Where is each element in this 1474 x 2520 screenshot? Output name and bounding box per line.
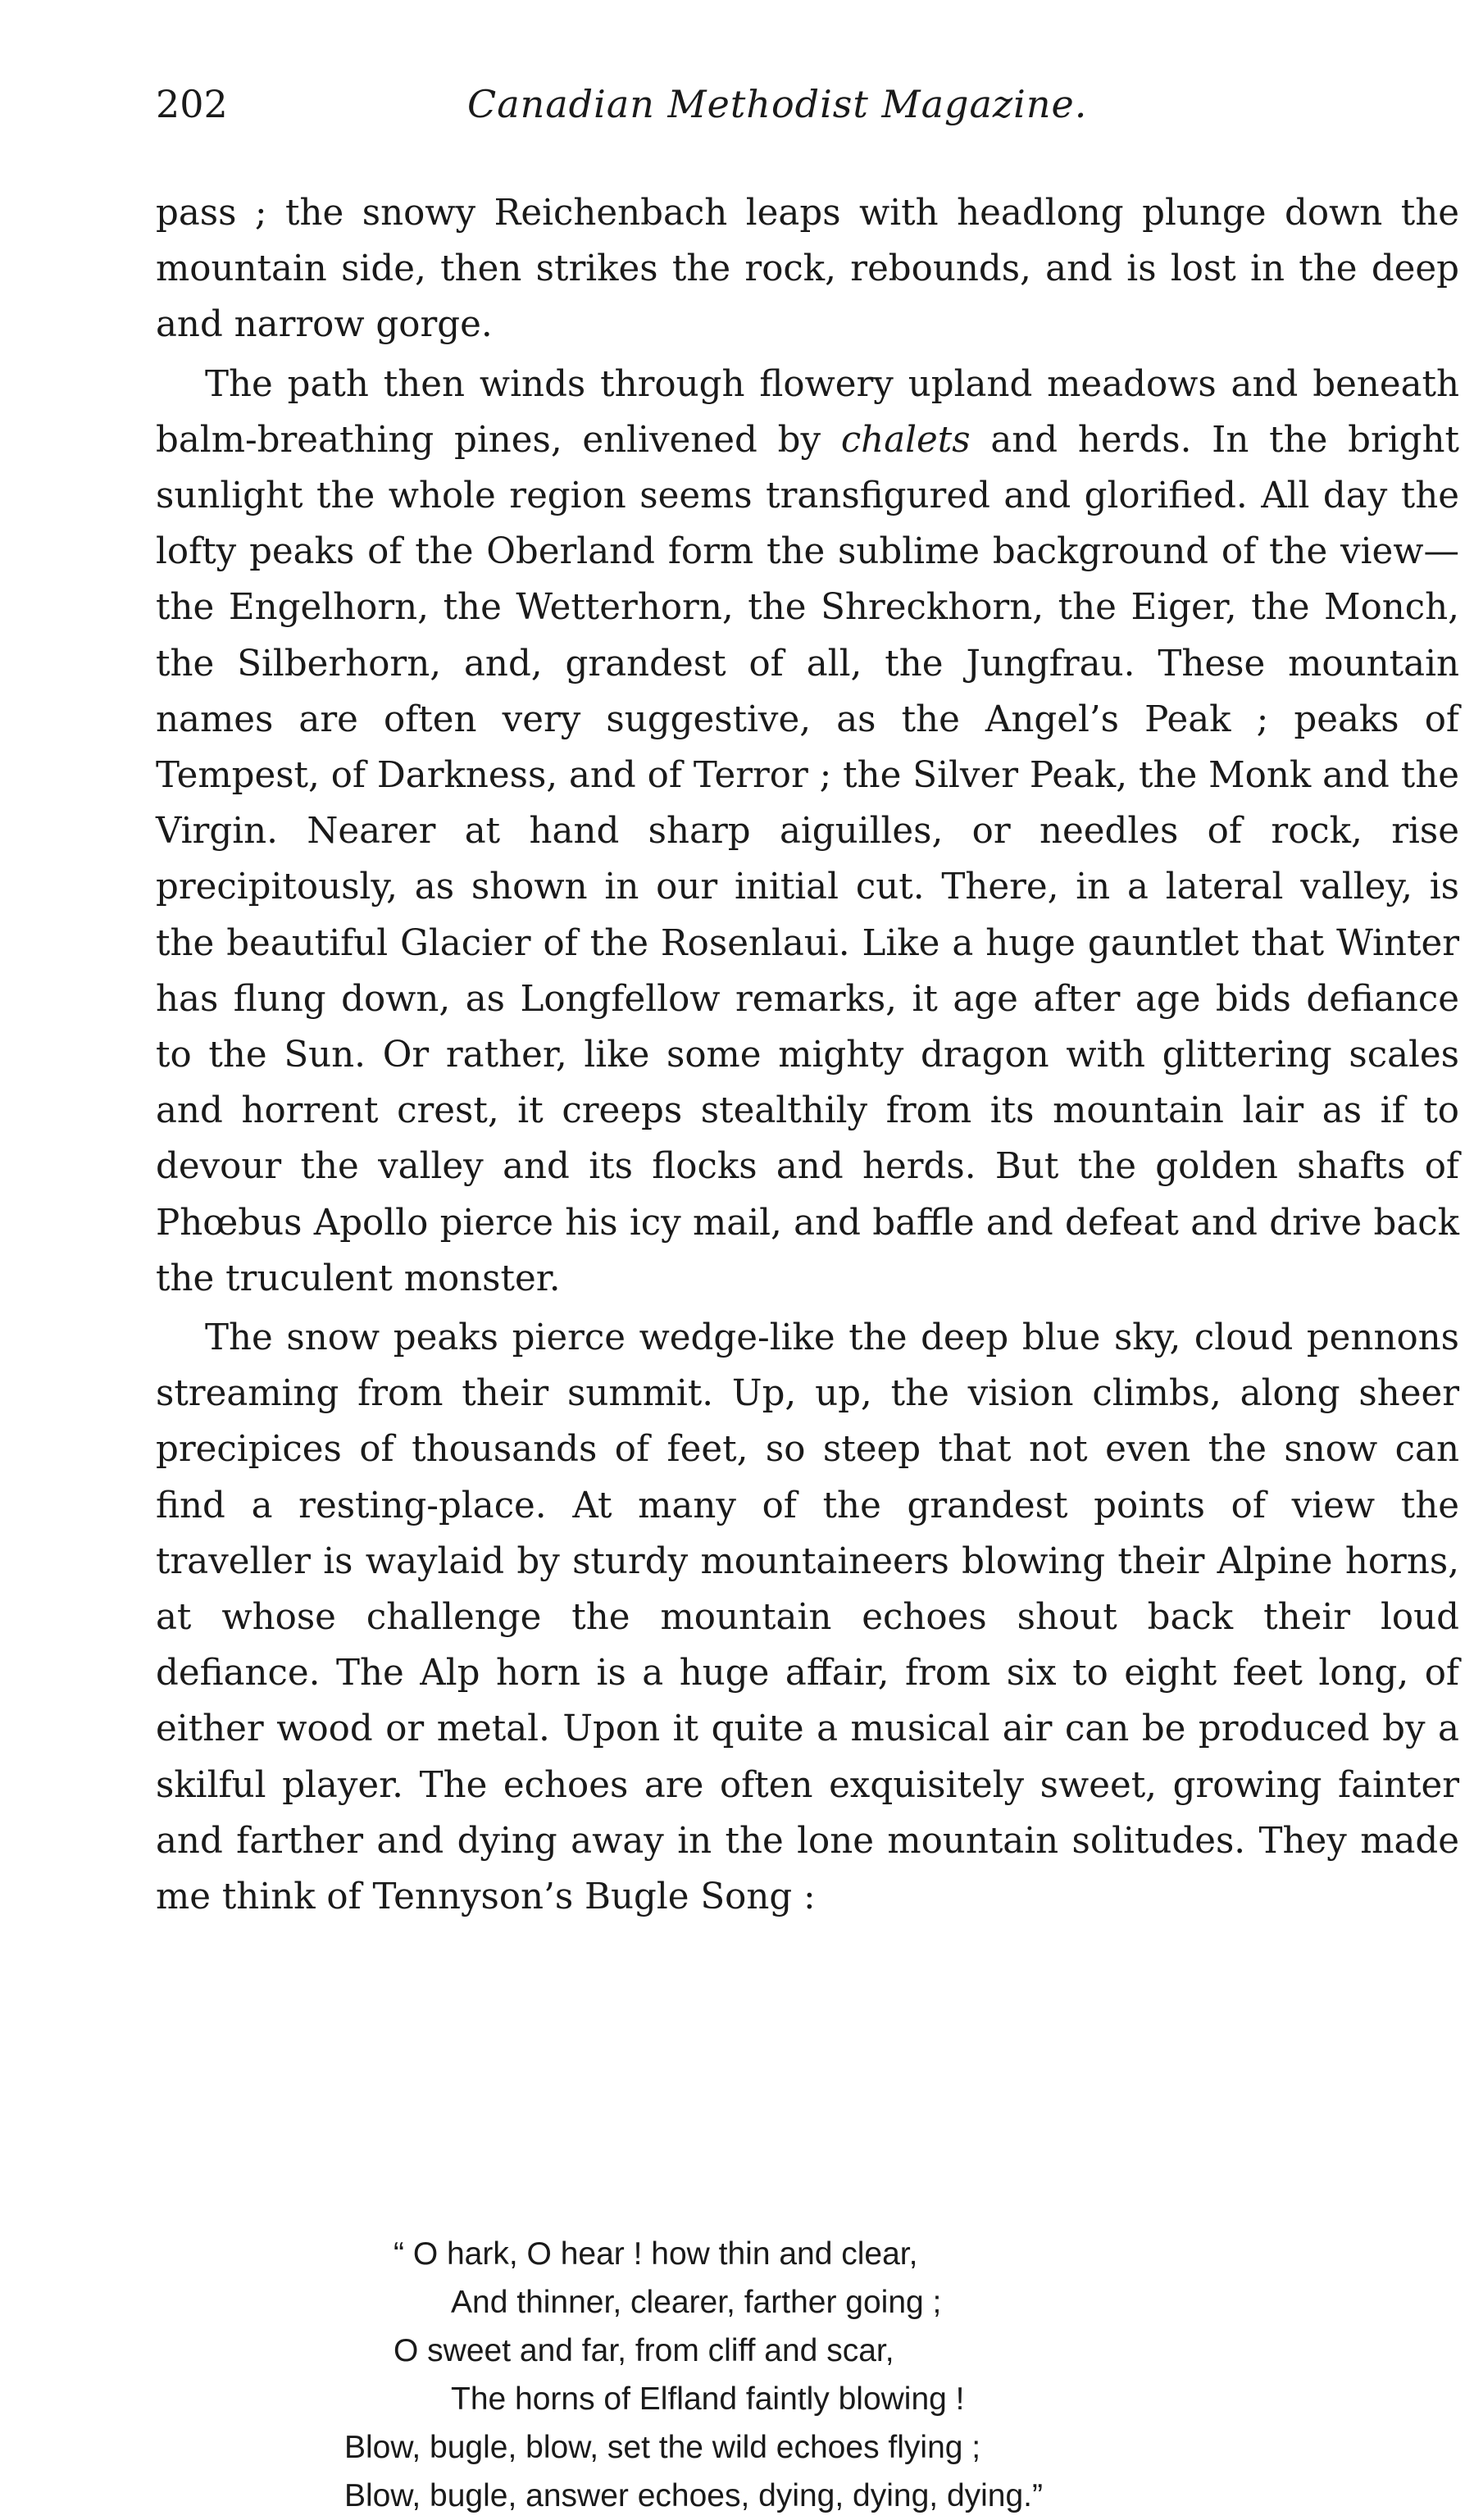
document-page bbox=[156, 82, 1459, 2513]
page-number: 202 bbox=[156, 82, 228, 126]
poem-line-6: Blow, bugle, answer echoes, dying, dying, dying.” bbox=[344, 2478, 1044, 2513]
paragraph-3-text: The snow peaks pierce wedge-like the deep blue sky, cloud pennons streaming from their summit. Up, up, the vision climbs, along sheer precipices of thousands of feet, so steep that not even the snow can find a resting-place. At many of the grandest points of view the traveller is waylaid by sturdy mountaineers blowing their Alpine horns, at whose challenge the mountain echoes shout back their loud defiance. The Alp horn is a huge affair, from six to eight feet long, of either wood or metal. Upon it quite a musical air can be produced by a skilful player. The echoes are often exquisitely sweet, growing fainter and farther and dying away in the lone mountain solitudes. They made me think of Tennyson’s Bugle Song : bbox=[156, 1317, 1459, 1918]
body-text bbox=[156, 185, 1459, 1925]
paragraph-2 bbox=[156, 357, 1459, 1307]
poem-line-4: The horns of Elfland faintly blowing ! bbox=[451, 2381, 965, 2417]
poem-line-1: “ O hark, O hear ! how thin and clear, bbox=[394, 2236, 918, 2272]
poem-line-2: And thinner, clearer, farther going ; bbox=[451, 2285, 942, 2320]
paragraph-2-italic-word: chalets bbox=[840, 419, 971, 461]
page-header bbox=[156, 82, 1459, 148]
poem-line-5: Blow, bugle, blow, set the wild echoes flying ; bbox=[344, 2430, 981, 2465]
running-title: Canadian Methodist Magazine. bbox=[467, 82, 1088, 126]
paragraph-2-text-a: The path then winds through flowery upland meadows and beneath balm-breathing pines, enlivened by bbox=[156, 363, 1459, 461]
paragraph-1-text: pass ; the snowy Reichenbach leaps with headlong plunge down the mountain side, then strikes the rock, rebounds, and is lost in the deep and narrow gorge. bbox=[156, 193, 1459, 346]
paragraph-3 bbox=[156, 1310, 1459, 1925]
paragraph-2-text-b: and herds. In the bright sunlight the whole region seems transfigured and glorified. All day the lofty peaks of the Oberland form the sublime background of the view—the Engelhorn, the Wetterhorn, the Shreckhorn, the Eiger, the Monch, the Silberhorn, and, grandest of all, the Jungfrau. These mountain names are often very suggestive, as the Angel’s Peak ; peaks of Tempest, of Darkness, and of Terror ; the Silver Peak, the Monk and the Virgin. Nearer at hand sharp aiguilles, or needles of rock, rise precipitously, as shown in our initial cut. There, in a lateral valley, is the beautiful Glacier of the Rosenlaui. Like a huge gauntlet that Winter has flung down, as Longfellow remarks, it age after age bids defiance to the Sun. Or rather, like some mighty dragon with glittering scales and horrent crest, it creeps stealthily from its mountain lair as if to devour the valley and its flocks and herds. But the golden shafts of Phœbus Apollo pierce his icy mail, and baffle and defeat and drive back the truculent monster. bbox=[156, 419, 1459, 1299]
poem-quotation bbox=[344, 2230, 1377, 2520]
poem-line-3: O sweet and far, from cliff and scar, bbox=[394, 2333, 894, 2368]
paragraph-1 bbox=[156, 185, 1459, 353]
